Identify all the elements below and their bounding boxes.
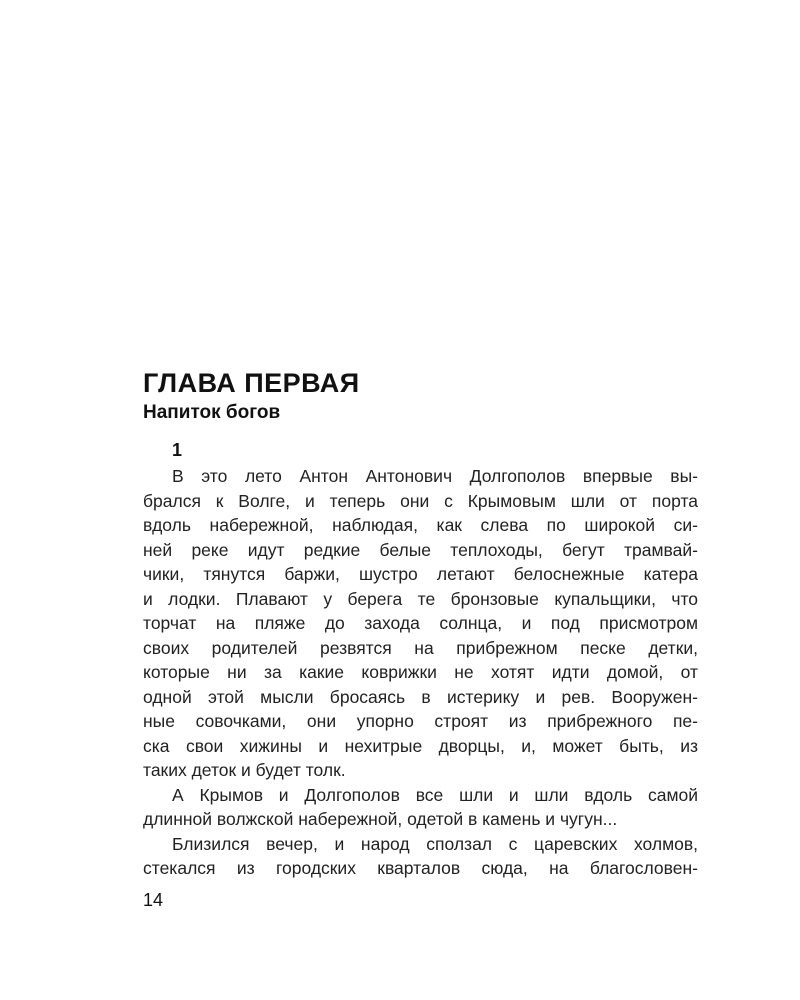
chapter-title: ГЛАВА ПЕРВАЯ [143, 368, 360, 398]
section-number: 1 [172, 440, 183, 460]
text-line: ные совочками, они упорно строят из прибрежного пе- [143, 711, 698, 731]
text-line: длинной волжской набережной, одетой в камень и чугун... [143, 809, 618, 829]
text-line: В это лето Антон Антонович Долгополов впервые вы- [172, 466, 698, 486]
text-line: чики, тянутся баржи, шустро летают белоснежные катера [143, 564, 698, 584]
text-line: Близился вечер, и народ сползал с царевских холмов, [172, 833, 698, 854]
text-line: которые ни за какие коврижки не хотят идти домой, от [143, 662, 698, 682]
text-line: своих родителей резвятся на прибрежном песке детки, [143, 637, 698, 658]
text-line: А Крымов и Долгополов все шли и шли вдоль самой [172, 784, 698, 805]
body-text [143, 464, 698, 881]
text-line: вдоль набережной, наблюдая, как слева по широкой си- [143, 515, 698, 535]
chapter-subtitle: Напиток богов [143, 402, 281, 423]
page-number: 14 [143, 890, 164, 910]
text-line: стекался из городских кварталов сюда, на благословен- [143, 858, 698, 878]
text-line: брался к Волге, и теперь они с Крымовым шли от порта [143, 490, 698, 511]
text-line: таких деток и будет толк. [143, 760, 346, 780]
text-line: ней реке идут редкие белые теплоходы, бегут трамвай- [143, 539, 698, 560]
text-line: торчат на пляже до захода солнца, и под присмотром [143, 613, 698, 633]
text-line: одной этой мысли бросаясь в истерику и рев. Вооружен- [143, 686, 698, 707]
text-line: ска свои хижины и нехитрые дворцы, и, может быть, из [143, 735, 698, 756]
text-line: и лодки. Плавают у берега те бронзовые купальщики, что [143, 588, 698, 609]
